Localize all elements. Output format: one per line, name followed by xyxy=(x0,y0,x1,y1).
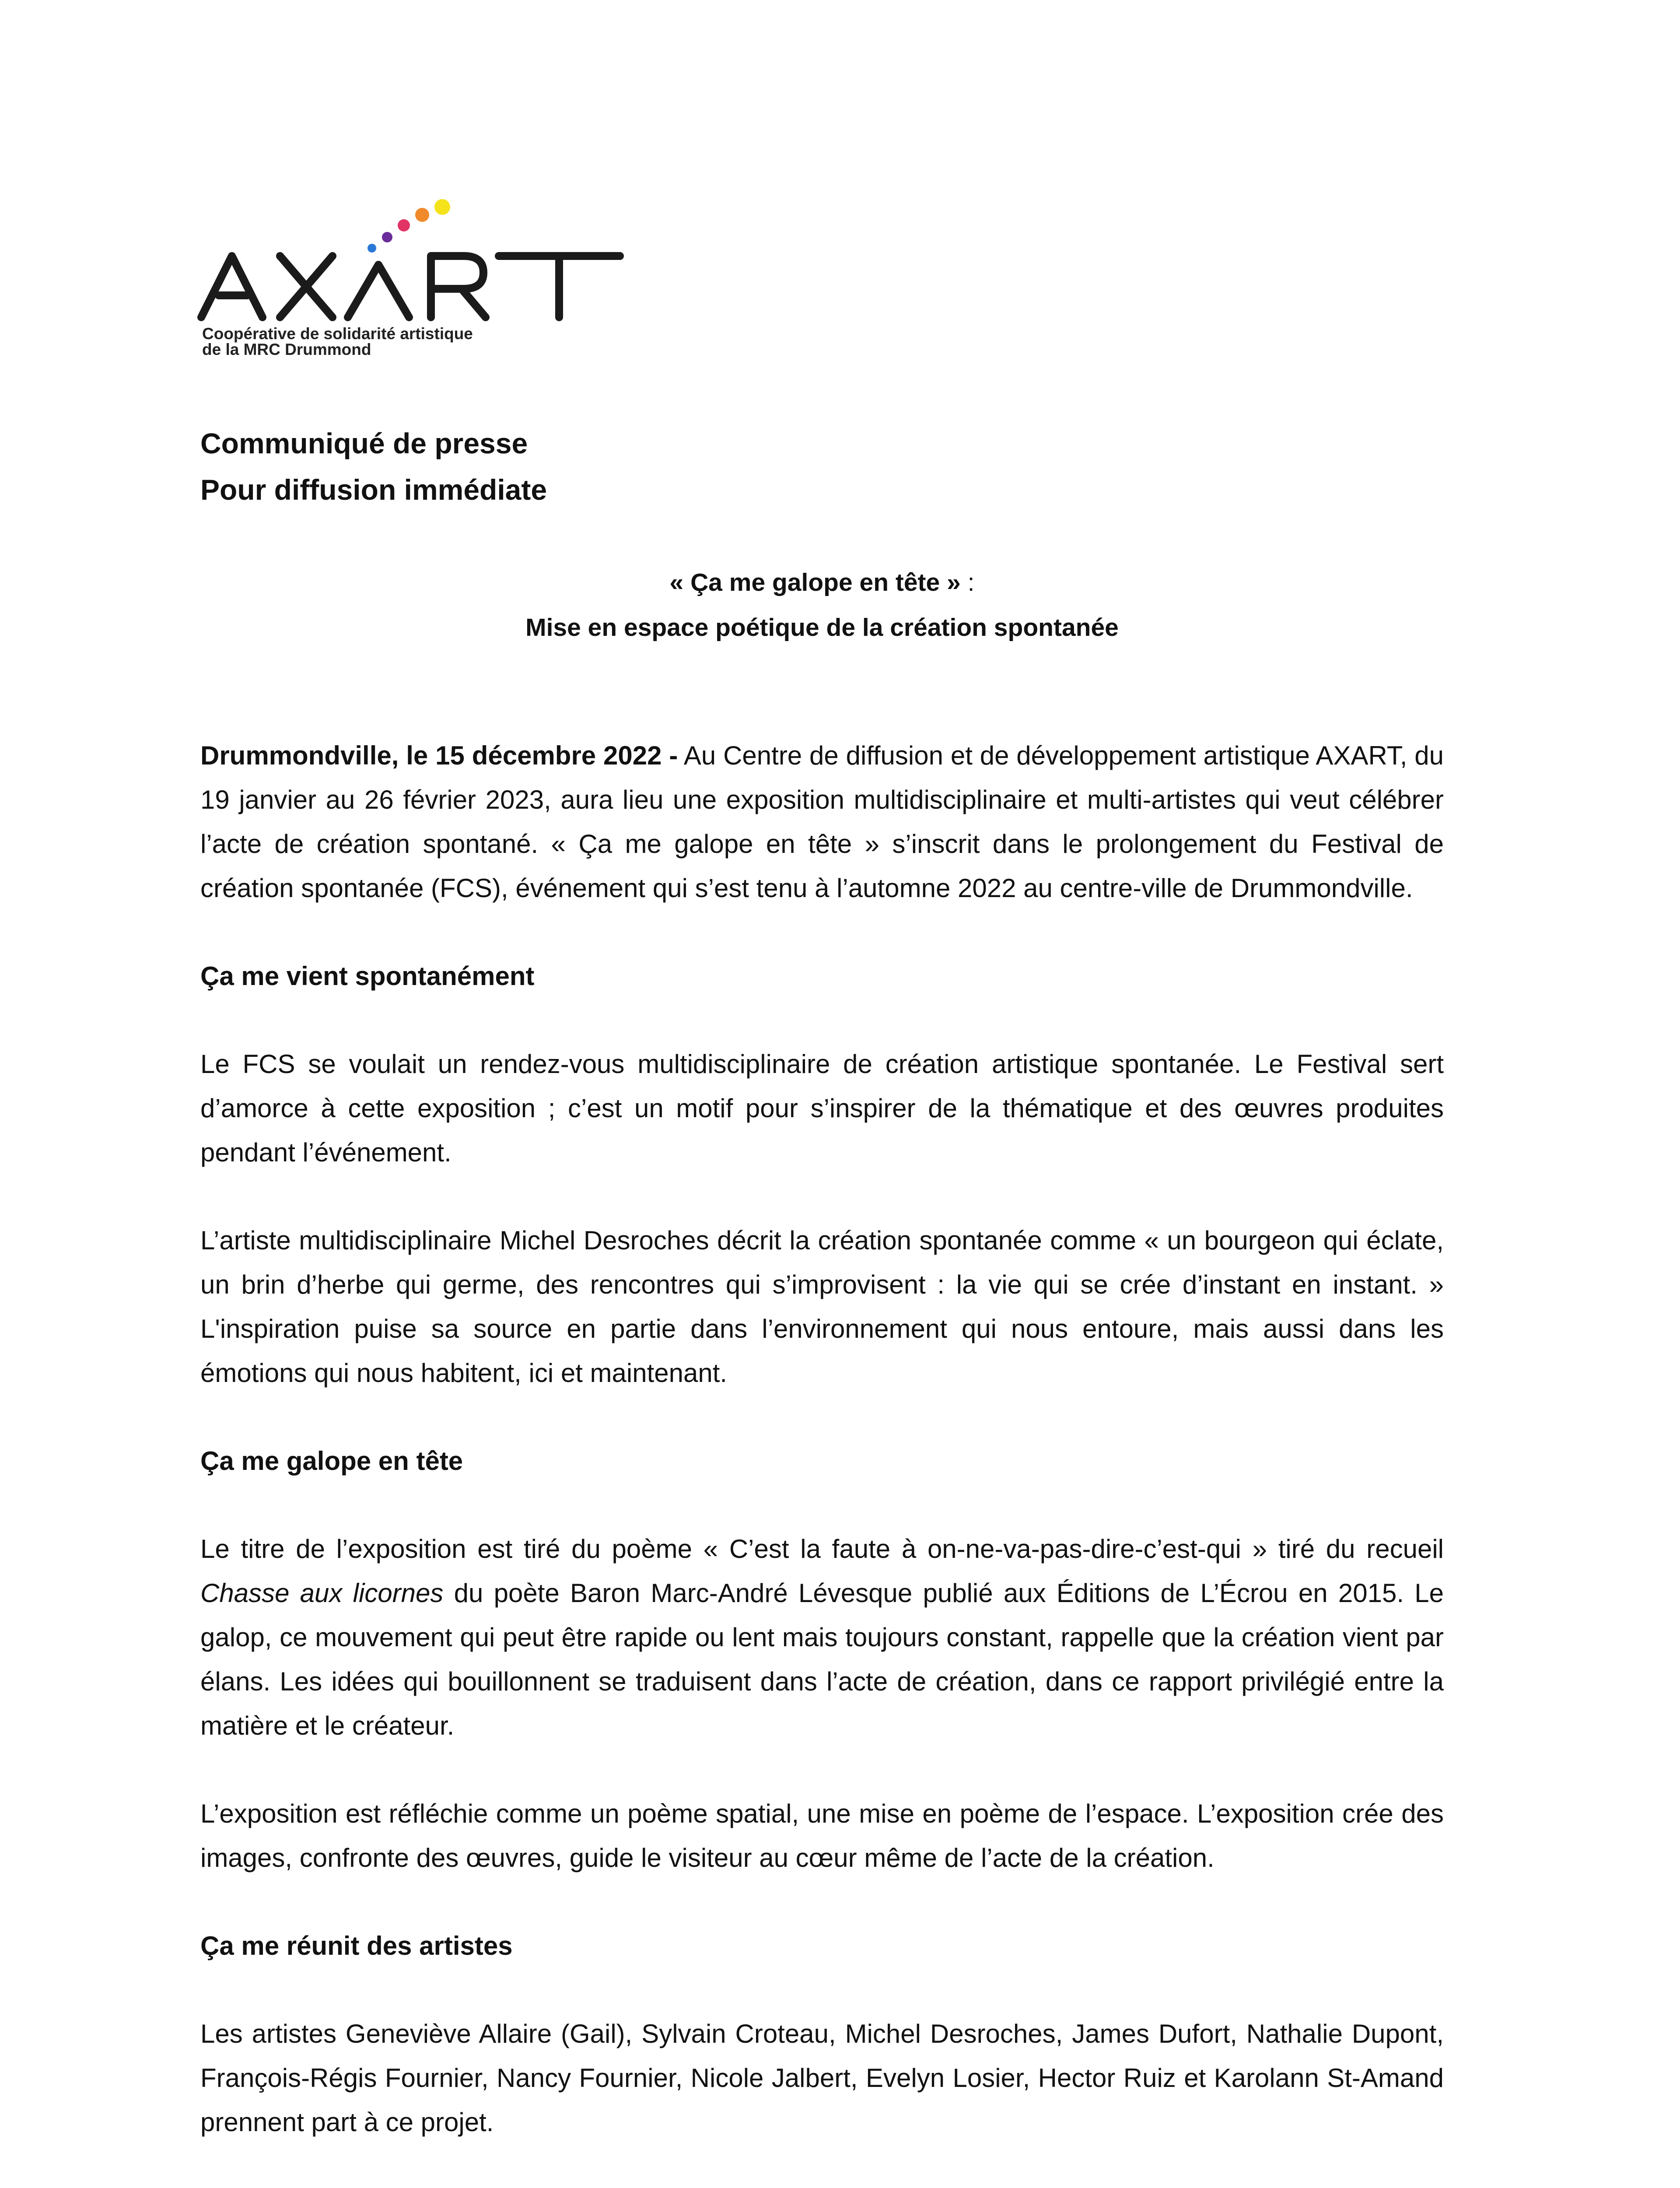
section-heading-artists: Ça me réunit des artistes xyxy=(200,1931,513,1960)
axart-logo-mark xyxy=(199,199,637,326)
logo-subtitle-line1: Coopérative de solidarité artistique xyxy=(202,325,473,343)
subject-title-line xyxy=(200,560,1444,605)
header-press-release: Communiqué de presse xyxy=(200,427,528,459)
logo-subtitle-line2: de la MRC Drummond xyxy=(202,340,371,358)
logo-dot-pink xyxy=(398,219,410,231)
document-body xyxy=(200,733,1444,2144)
logo-dot-blue xyxy=(368,244,376,252)
logo-dot-purple xyxy=(382,232,392,242)
logo-dot-orange xyxy=(415,208,429,222)
subject-block xyxy=(200,560,1444,650)
section2-paragraph1 xyxy=(200,1527,1444,1748)
document-header xyxy=(200,420,547,513)
logo-dot-yellow xyxy=(434,199,450,215)
subject-title: « Ça me galope en tête » xyxy=(669,568,961,596)
intro-paragraph xyxy=(200,733,1444,910)
section-heading-spontaneous: Ça me vient spontanément xyxy=(200,961,535,991)
section1-paragraph2: L’artiste multidisciplinaire Michel Desroches décrit la création spontanée comme « un bourgeon qui éclate, un brin d’herbe qui germe, des rencontres qui s’improvisent : la vie qui se crée d’instant en instant. » L'inspiration puise sa source en partie dans l’environnement qui nous entoure, mais aussi dans les émotions qui nous habitent, ici et maintenant. xyxy=(200,1226,1444,1388)
header-immediate-release: Pour diffusion immédiate xyxy=(200,473,547,506)
axart-logo xyxy=(199,199,637,374)
logo-subtitle xyxy=(202,326,473,358)
subject-colon: : xyxy=(960,568,975,596)
section-heading-gallop: Ça me galope en tête xyxy=(200,1446,463,1476)
section2-paragraph1-start: Le titre de l’exposition est tiré du poème « C’est la faute à on-ne-va-pas-dire-c’est-qui » tiré du recueil xyxy=(200,1534,1444,1564)
book-title: Chasse aux licornes xyxy=(200,1578,444,1608)
dateline: Drummondville, le 15 décembre 2022 - xyxy=(200,741,678,770)
section2-paragraph1-end: du poète Baron Marc-André Lévesque publié aux Éditions de L’Écrou en 2015. Le galop, ce mouvement qui peut être rapide ou lent mais toujours constant, rappelle que la création vient par élans. Les idées qui bouillonnent se traduisent dans l’acte de création, dans ce rapport privilégié entre la matière et le créateur. xyxy=(200,1578,1444,1740)
section2-paragraph2: L’exposition est réfléchie comme un poème spatial, une mise en poème de l’espace. L’exposition crée des images, confronte des œuvres, guide le visiteur au cœur même de l’acte de la création. xyxy=(200,1799,1444,1872)
subject-subtitle: Mise en espace poétique de la création spontanée xyxy=(525,614,1119,642)
section1-paragraph1: Le FCS se voulait un rendez-vous multidisciplinaire de création artistique spontanée. Le Festival sert d’amorce à cette exposition ; c’est un motif pour s’inspirer de la thématique et des œuvres produites pendant l’événement. xyxy=(200,1049,1444,1167)
section3-paragraph1: Les artistes Geneviève Allaire (Gail), Sylvain Croteau, Michel Desroches, James Dufort, Nathalie Dupont, François-Régis Fournier, Nancy Fournier, Nicole Jalbert, Evelyn Losier, Hector Ruiz et Karolann St-Amand prennent part à ce projet. xyxy=(200,2019,1444,2137)
intro-text: Au Centre de diffusion et de développement artistique AXART, du 19 janvier au 26 février 2023, aura lieu une exposition multidisciplinaire et multi-artistes qui veut célébrer l’acte de création spontané. « Ça me galope en tête » s’inscrit dans le prolongement du Festival de création spontanée (FCS), événement qui s’est tenu à l’automne 2022 au centre-ville de Drummondville. xyxy=(200,741,1444,903)
